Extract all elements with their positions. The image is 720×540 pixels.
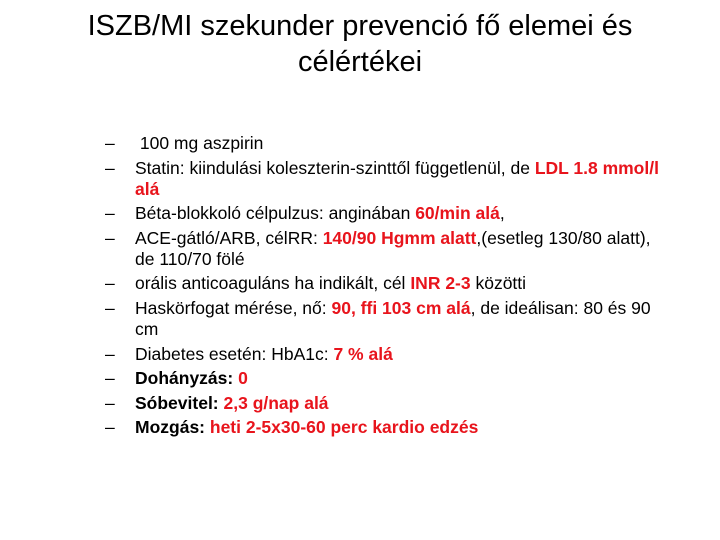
list-item-waist [105,298,665,340]
item-target-value: 90, ffi 103 cm alá [331,297,471,318]
item-label: Mozgás: [135,417,210,438]
list-item-anticoagulant [105,273,665,294]
list-item-smoking [105,368,665,389]
item-text: Diabetes esetén: HbA1c: [135,343,334,364]
item-text: ACE-gátló/ARB, célRR: [135,227,323,248]
bullet-dash: – [105,297,115,318]
list-item-ace-arb [105,228,665,270]
item-text-suffix: közötti [470,273,527,294]
bullet-dash: – [105,368,115,389]
item-label: Sóbevitel: [135,392,224,413]
item-text-suffix: , [499,203,505,224]
item-target-value: 7 % alá [333,343,393,364]
bullet-dash: – [105,392,115,413]
item-target-value: 140/90 Hgmm alatt [322,227,477,248]
item-target-value: 60/min alá [415,203,500,224]
list-item-exercise [105,417,665,438]
bullet-dash: – [105,273,115,294]
list-item-beta-blocker [105,203,665,224]
bullet-dash: – [105,417,115,438]
bullet-dash: – [105,203,115,224]
item-target-value: INR 2-3 [410,273,471,294]
slide-title [0,8,720,80]
list-item-aspirin [105,133,665,154]
item-text: orális anticoaguláns ha indikált, cél [135,273,411,294]
title-line-2: célértékei [297,46,423,78]
list-item-diabetes [105,344,665,365]
item-text: 100 mg aszpirin [135,133,264,153]
bullet-list [105,133,665,442]
bullet-dash: – [105,343,115,364]
item-text-suffix: ,(esetleg 130/80 alatt), de 110/70 fölé [135,227,651,269]
item-text-suffix: , de ideálisan: 80 és 90 cm [135,297,651,339]
bullet-dash: – [105,227,115,248]
item-target-value: 2,3 g/nap alá [223,392,329,413]
item-label: Dohányzás: [135,368,239,389]
bullet-dash: – [105,157,115,178]
title-line-1: ISZB/MI szekunder prevenció fő elemei és [87,10,633,42]
list-item-statin [105,158,665,200]
item-target-value: 0 [238,368,248,389]
item-text: Statin: kiindulási koleszterin-szinttől függetlenül, de [135,157,535,178]
item-target-value: heti 2-5x30-60 perc kardio edzés [209,417,479,438]
item-text: Béta-blokkoló célpulzus: anginában [135,203,416,224]
item-text: Haskörfogat mérése, nő: [135,297,332,318]
list-item-salt [105,393,665,414]
bullet-dash: – [105,133,115,153]
item-target-value: LDL 1.8 mmol/l alá [135,157,659,199]
